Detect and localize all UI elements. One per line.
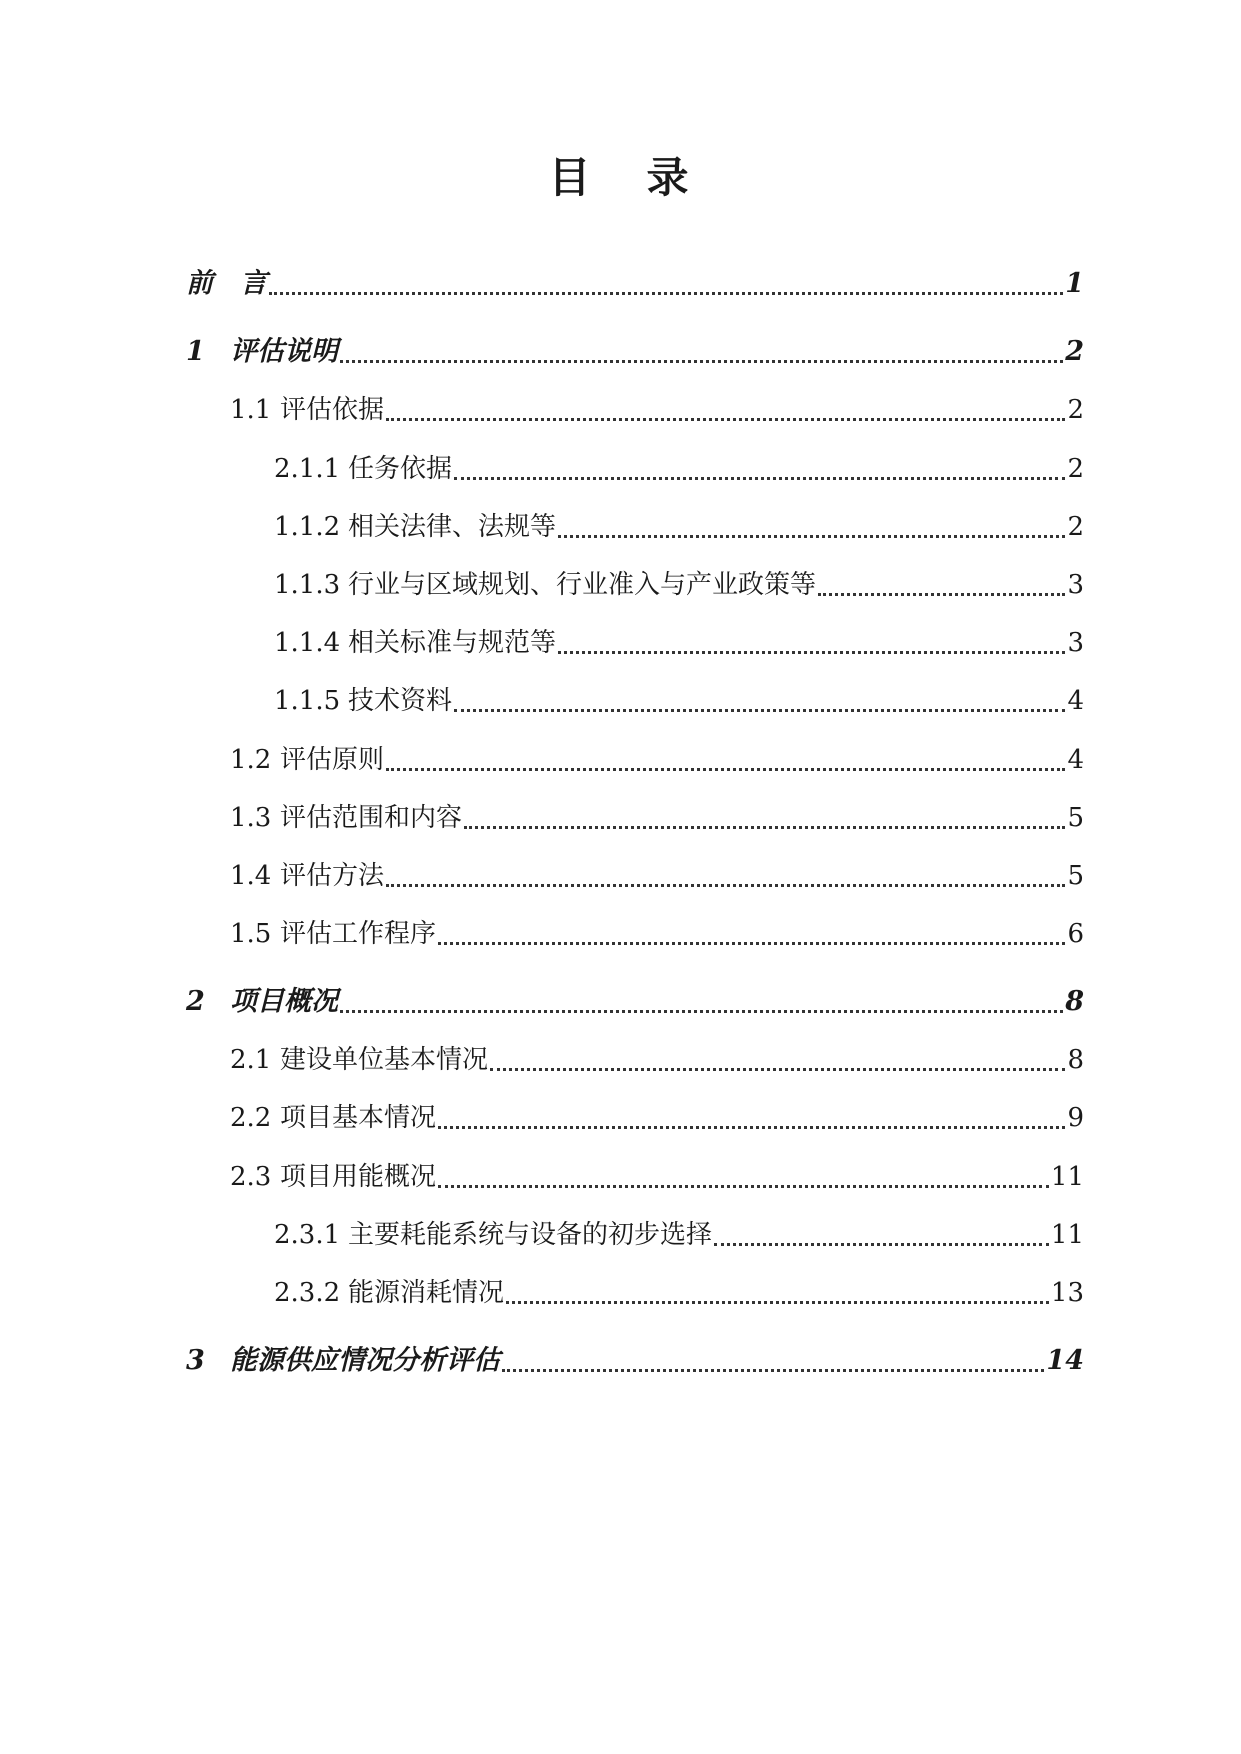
toc-label: 评估原则 bbox=[280, 745, 385, 775]
toc-label: 前 言 bbox=[186, 268, 267, 299]
toc-entry-1-5[interactable] bbox=[230, 914, 1084, 954]
toc-label: 相关法律、法规等 bbox=[348, 512, 557, 542]
toc-label: 评估范围和内容 bbox=[280, 803, 463, 833]
toc-page-number: 1 bbox=[1065, 268, 1084, 299]
toc-label: 主要耗能系统与设备的初步选择 bbox=[348, 1220, 713, 1250]
toc-entry-1-4[interactable] bbox=[230, 856, 1084, 896]
toc-number: 1.1.4 bbox=[274, 628, 341, 658]
toc-number: 2.1 bbox=[230, 1045, 272, 1075]
toc-leader bbox=[454, 477, 1065, 480]
toc-label: 评估说明 bbox=[230, 336, 338, 367]
toc-number: 1.2 bbox=[230, 745, 272, 775]
toc-label: 项目用能概况 bbox=[280, 1162, 437, 1192]
toc-entry-1-1[interactable] bbox=[230, 390, 1084, 430]
title-char-2: 录 bbox=[646, 153, 693, 202]
toc-number: 1.1.3 bbox=[274, 570, 341, 600]
toc-number: 2.3.1 bbox=[274, 1220, 341, 1250]
toc-entry-2-2[interactable] bbox=[230, 1098, 1084, 1138]
toc-entry-2-3-1[interactable] bbox=[274, 1215, 1084, 1255]
toc-label: 评估依据 bbox=[280, 395, 385, 425]
toc-entry-2-1-1[interactable] bbox=[274, 449, 1084, 489]
toc-number: 2.3 bbox=[230, 1162, 272, 1192]
toc-label: 建设单位基本情况 bbox=[280, 1045, 489, 1075]
toc-entry-chapter-3[interactable] bbox=[186, 1341, 1084, 1381]
toc-number: 1 bbox=[186, 336, 205, 367]
toc-page-number: 6 bbox=[1067, 919, 1084, 949]
toc-leader bbox=[464, 826, 1065, 829]
toc-entry-1-1-4[interactable] bbox=[274, 623, 1084, 663]
toc-label: 项目基本情况 bbox=[280, 1103, 437, 1133]
toc-entry-chapter-1[interactable] bbox=[186, 332, 1084, 372]
toc-entry-1-1-2[interactable] bbox=[274, 507, 1084, 547]
toc-entry-1-1-3[interactable] bbox=[274, 565, 1084, 605]
toc-page-number: 13 bbox=[1050, 1278, 1084, 1308]
toc-page-number: 3 bbox=[1067, 628, 1084, 658]
toc-leader bbox=[438, 1185, 1049, 1188]
toc-page-number: 5 bbox=[1067, 861, 1084, 891]
toc-page-number: 14 bbox=[1046, 1345, 1084, 1376]
toc-entry-1-1-5[interactable] bbox=[274, 681, 1084, 721]
toc-entry-1-2[interactable] bbox=[230, 740, 1084, 780]
toc-page-number: 9 bbox=[1067, 1103, 1084, 1133]
toc-leader bbox=[818, 593, 1065, 596]
toc-leader bbox=[438, 1126, 1065, 1129]
toc-page-number: 4 bbox=[1067, 686, 1084, 716]
toc-page-number: 5 bbox=[1067, 803, 1084, 833]
toc-label: 行业与区域规划、行业准入与产业政策等 bbox=[348, 570, 817, 600]
toc-leader bbox=[340, 360, 1063, 363]
toc-leader bbox=[714, 1243, 1049, 1246]
toc-page-number: 11 bbox=[1050, 1162, 1084, 1192]
toc-label: 能源消耗情况 bbox=[348, 1278, 505, 1308]
toc-label: 能源供应情况分析评估 bbox=[230, 1345, 500, 1376]
toc-entry-chapter-2[interactable] bbox=[186, 982, 1084, 1022]
toc-page-number: 2 bbox=[1067, 512, 1084, 542]
toc-number: 2 bbox=[186, 986, 205, 1017]
toc-leader bbox=[558, 651, 1065, 654]
toc-leader bbox=[506, 1301, 1049, 1304]
toc-page-number: 4 bbox=[1067, 745, 1084, 775]
toc-number: 1.3 bbox=[230, 803, 272, 833]
toc-entry-preface[interactable] bbox=[186, 264, 1084, 304]
toc-page-number: 2 bbox=[1067, 395, 1084, 425]
toc-leader bbox=[386, 884, 1065, 887]
toc-leader bbox=[454, 709, 1065, 712]
title-char-1: 目 bbox=[548, 153, 595, 202]
toc-label: 评估方法 bbox=[280, 861, 385, 891]
toc-number: 2.2 bbox=[230, 1103, 272, 1133]
toc-label: 评估工作程序 bbox=[280, 919, 437, 949]
toc-page-number: 8 bbox=[1067, 1045, 1084, 1075]
toc-page-number: 11 bbox=[1050, 1220, 1084, 1250]
toc-number: 1.1.5 bbox=[274, 686, 341, 716]
toc-number: 1.4 bbox=[230, 861, 272, 891]
toc-leader bbox=[558, 535, 1065, 538]
toc-entry-2-3-2[interactable] bbox=[274, 1273, 1084, 1313]
toc-entry-2-3[interactable] bbox=[230, 1157, 1084, 1197]
toc-label: 相关标准与规范等 bbox=[348, 628, 557, 658]
toc-leader bbox=[502, 1369, 1044, 1372]
toc-number: 3 bbox=[186, 1345, 205, 1376]
toc-leader bbox=[340, 1010, 1063, 1013]
toc-label: 项目概况 bbox=[230, 986, 338, 1017]
toc-number: 1.1.2 bbox=[274, 512, 341, 542]
toc-number: 2.3.2 bbox=[274, 1278, 341, 1308]
toc-entry-1-3[interactable] bbox=[230, 798, 1084, 838]
toc-page-number: 8 bbox=[1065, 986, 1084, 1017]
toc-number: 1.1 bbox=[230, 395, 272, 425]
toc-page-number: 2 bbox=[1065, 336, 1084, 367]
toc-page-number: 2 bbox=[1067, 454, 1084, 484]
toc-label: 任务依据 bbox=[348, 454, 453, 484]
toc-number: 2.1.1 bbox=[274, 454, 341, 484]
toc-leader bbox=[386, 768, 1065, 771]
page-title bbox=[0, 148, 1241, 208]
toc-page-number: 3 bbox=[1067, 570, 1084, 600]
toc-number: 1.5 bbox=[230, 919, 272, 949]
toc-leader bbox=[490, 1068, 1065, 1071]
toc-leader bbox=[269, 292, 1063, 295]
toc-label: 技术资料 bbox=[348, 686, 453, 716]
toc-leader bbox=[386, 418, 1065, 421]
toc-entry-2-1[interactable] bbox=[230, 1040, 1084, 1080]
toc-leader bbox=[438, 942, 1065, 945]
